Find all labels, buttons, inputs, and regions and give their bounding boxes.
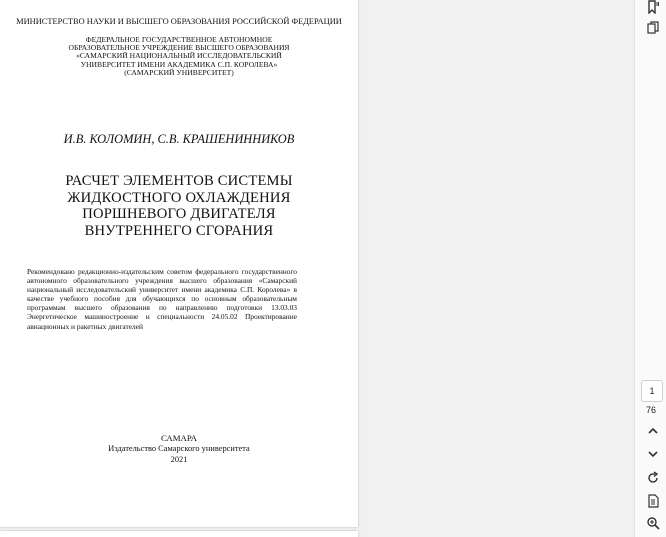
chevron-up-icon[interactable] bbox=[643, 421, 663, 441]
org-line: «САМАРСКИЙ НАЦИОНАЛЬНЫЙ ИССЛЕДОВАТЕЛЬСКИЙ bbox=[76, 51, 282, 61]
title-line: РАСЧЕТ ЭЛЕМЕНТОВ СИСТЕМЫ bbox=[65, 173, 293, 189]
rotate-icon[interactable] bbox=[643, 468, 663, 488]
title-line: ПОРШНЕВОГО ДВИГАТЕЛЯ bbox=[82, 206, 276, 223]
ministry-line: МИНИСТЕРСТВО НАУКИ И ВЫСШЕГО ОБРАЗОВАНИЯ РОССИЙСКОЙ ФЕДЕРАЦИИ bbox=[16, 17, 342, 26]
title-line: ЖИДКОСТНОГО ОХЛАЖДЕНИЯ bbox=[67, 189, 291, 206]
title-line: ВНУТРЕННЕГО СГОРАНИЯ bbox=[84, 222, 274, 239]
chevron-down-icon[interactable] bbox=[643, 444, 663, 464]
viewer-sidebar bbox=[634, 0, 666, 537]
org-line: ОБРАЗОВАТЕЛЬНОЕ УЧРЕЖДЕНИЕ ВЫСШЕГО ОБРАЗОВАНИЯ bbox=[68, 43, 290, 53]
page-total: 76 bbox=[645, 405, 656, 415]
org-line: УНИВЕРСИТЕТ ИМЕНИ АКАДЕМИКА С.П. КОРОЛЕВА» bbox=[80, 59, 278, 69]
organization-block bbox=[0, 36, 358, 77]
recommendation-paragraph: Рекомендовано редакционно-издательским советом федерального государственного автономного образовательного учреждения высшего образования «Самарский национальный исследовательский университет имени академика С.П. Королева» в качестве учебного пособия для обучающихся по основным образовательным программам высшего образования по направлению подготовки 13.03.03 Энергетическое машиностроение и специальности 24.05.02 Проектирование авиационных и ракетных двигателей bbox=[27, 267, 297, 331]
authors: И.В. КОЛОМИН, С.В. КРАШЕНИННИКОВ bbox=[63, 132, 295, 146]
page-number-input[interactable]: 1 bbox=[641, 380, 663, 402]
document-settings-icon[interactable] bbox=[643, 491, 663, 511]
city: САМАРА bbox=[160, 433, 198, 443]
year: 2021 bbox=[170, 455, 188, 464]
org-line: (САМАРСКИЙ УНИВЕРСИТЕТ) bbox=[124, 67, 234, 77]
copy-icon[interactable] bbox=[643, 18, 663, 38]
bookmark-icon[interactable] bbox=[643, 0, 663, 17]
document-title bbox=[0, 173, 358, 239]
zoom-in-icon[interactable] bbox=[643, 513, 663, 533]
next-pdf-page bbox=[0, 531, 358, 537]
org-line: ФЕДЕРАЛЬНОЕ ГОСУДАРСТВЕННОЕ АВТОНОМНОЕ bbox=[85, 35, 273, 44]
publisher: Издательство Самарского университета bbox=[108, 444, 250, 453]
